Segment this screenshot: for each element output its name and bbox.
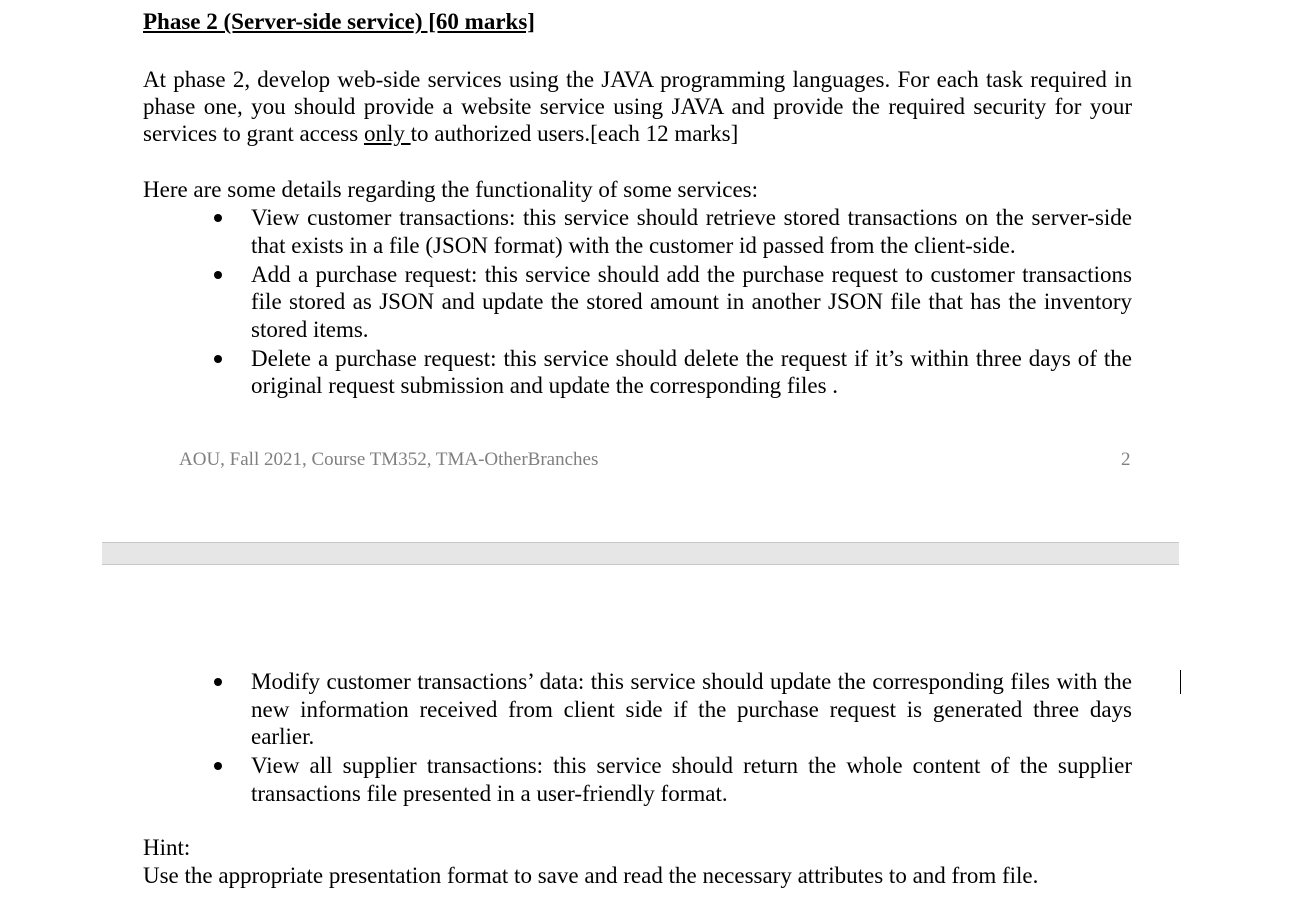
bullet-icon [214, 678, 222, 686]
list-item [143, 345, 1132, 400]
list-item-text: Delete a purchase request: this service should delete the request if it’s within three days of the original request submission and update the corresponding files . [251, 345, 1132, 398]
intro-text-end: to authorized users.[each 12 marks] [410, 121, 739, 146]
list-item [143, 261, 1132, 344]
list-item [143, 204, 1132, 259]
intro-underlined-word: only [363, 121, 411, 146]
service-list [143, 204, 1132, 401]
bullet-icon [214, 762, 222, 770]
intro-text: At phase 2, develop web-side services using the JAVA programming languages. For each task required in phase one, you should provide a website service using JAVA and provide the required security for your services to grant access [143, 67, 1132, 146]
list-item-text: View all supplier transactions: this service should return the whole content of the supplier transactions file presented in a user-friendly format. [251, 753, 1132, 806]
bullet-icon [214, 214, 222, 222]
document-page-3 [102, 566, 1179, 908]
list-item-text: Add a purchase request: this service should add the purchase request to customer transactions file stored as JSON and update the stored amount in another JSON file that has the inventory stored items. [251, 261, 1132, 342]
service-list-continued [143, 668, 1132, 809]
document-page-2 [102, 0, 1179, 542]
section-heading: Phase 2 (Server-side service) [60 marks] [143, 9, 535, 34]
details-intro: Here are some details regarding the functionality of some services: [143, 177, 759, 202]
hint-text: Use the appropriate presentation format to save and read the necessary attributes to and from file. [143, 863, 1039, 888]
list-item [143, 752, 1132, 807]
text-cursor[interactable] [1180, 670, 1181, 694]
page-footer: AOU, Fall 2021, Course TM352, TMA-OtherBranches [179, 449, 599, 470]
list-item-text: View customer transactions: this service should retrieve stored transactions on the server-side that exists in a file (JSON format) with the customer id passed from the client-side. [251, 205, 1132, 258]
page-break-separator [102, 542, 1179, 565]
bullet-icon [214, 355, 222, 363]
list-item [143, 668, 1132, 751]
intro-paragraph [143, 66, 1132, 147]
page-number: 2 [1121, 449, 1131, 470]
bullet-icon [214, 271, 222, 279]
list-item-text: Modify customer transactions’ data: this service should update the corresponding files with the new information received from client side if the purchase request is generated three days earlier. [251, 669, 1132, 749]
hint-label: Hint: [143, 835, 191, 860]
